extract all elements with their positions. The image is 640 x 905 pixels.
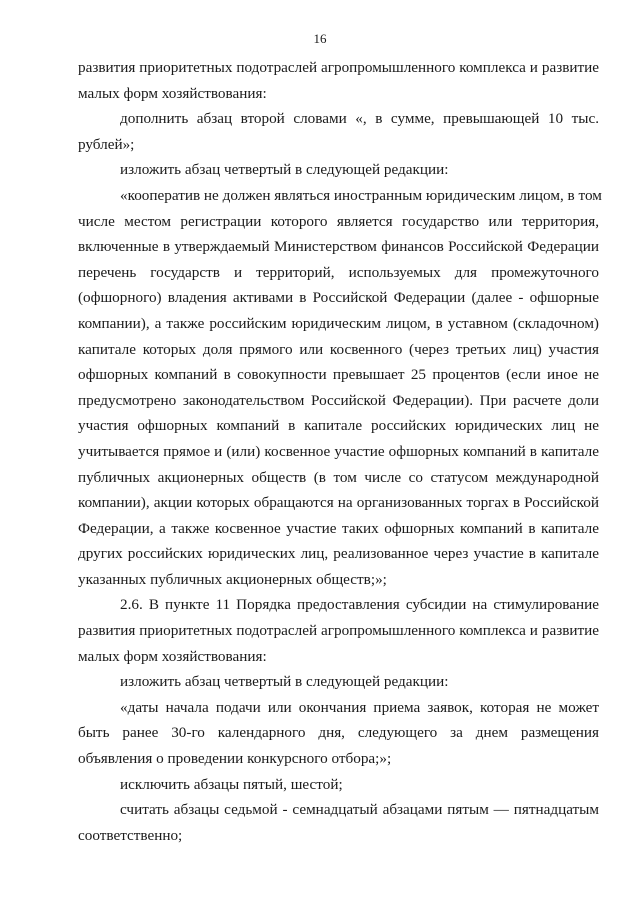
text-line: учитывается прямое и (или) косвенное участие офшорных компаний в капитале xyxy=(78,442,599,460)
text-line: «кооператив не должен являться иностранным юридическим лицом, в том xyxy=(120,186,602,204)
text-line: исключить абзацы пятый, шестой; xyxy=(120,775,343,793)
text-line: числе местом регистрации которого является государство или территория, xyxy=(78,212,599,230)
text-line: перечень государств и территорий, используемых для промежуточного xyxy=(78,263,599,281)
text-line: включенные в утверждаемый Министерством финансов Российской Федерации xyxy=(78,238,599,256)
page-number: 16 xyxy=(313,31,327,46)
text-line: развития приоритетных подотраслей агропромышленного комплекса и развитие xyxy=(78,622,599,640)
text-line: соответственно; xyxy=(78,826,183,844)
text-line: дополнить абзац второй словами «, в сумме, превышающей 10 тыс. xyxy=(120,110,599,128)
text-line: изложить абзац четвертый в следующей редакции: xyxy=(120,161,449,179)
text-line: указанных публичных акционерных обществ;»; xyxy=(78,570,387,588)
text-line: малых форм хозяйствования: xyxy=(78,647,267,665)
text-line: изложить абзац четвертый в следующей редакции: xyxy=(120,673,449,691)
text-line: участия офшорных компаний в капитале российских юридических лиц не xyxy=(78,417,599,435)
text-line: 2.6. В пункте 11 Порядка предоставления субсидии на стимулирование xyxy=(120,596,599,614)
text-line: развития приоритетных подотраслей агропромышленного комплекса и развитие xyxy=(78,59,599,76)
text-line: (офшорного) владения активами в Российской Федерации (далее - офшорные xyxy=(78,289,599,307)
text-line: офшорных компаний в совокупности превышает 25 процентов (если иное не xyxy=(78,366,599,384)
text-line: компании), акции которых обращаются на организованных торгах в Российской xyxy=(78,494,599,512)
document-body xyxy=(78,55,602,848)
text-line: Федерации, а также косвенное участие таких офшорных компаний в капитале xyxy=(78,519,599,537)
text-line: быть ранее 30-го календарного дня, следующего за днем размещения xyxy=(78,724,599,742)
text-line: капитале которых доля прямого или косвенного (через третьих лиц) участия xyxy=(78,340,599,358)
text-line: других российских юридических лиц, реализованное через участие в капитале xyxy=(78,545,599,563)
text-line: объявления о проведении конкурсного отбора;»; xyxy=(78,750,392,768)
text-line: предусмотрено законодательством Российской Федерации). При расчете доли xyxy=(78,391,599,409)
text-line: «даты начала подачи или окончания приема заявок, которая не может xyxy=(120,698,599,716)
text-line: публичных акционерных обществ (в том числе со статусом международной xyxy=(78,468,599,486)
text-line: компании), а также российским юридическим лицом, в уставном (складочном) xyxy=(78,314,599,332)
text-line: считать абзацы седьмой - семнадцатый абзацами пятым — пятнадцатым xyxy=(120,801,599,819)
text-line: рублей»; xyxy=(78,135,135,153)
text-line: малых форм хозяйствования: xyxy=(78,84,267,102)
